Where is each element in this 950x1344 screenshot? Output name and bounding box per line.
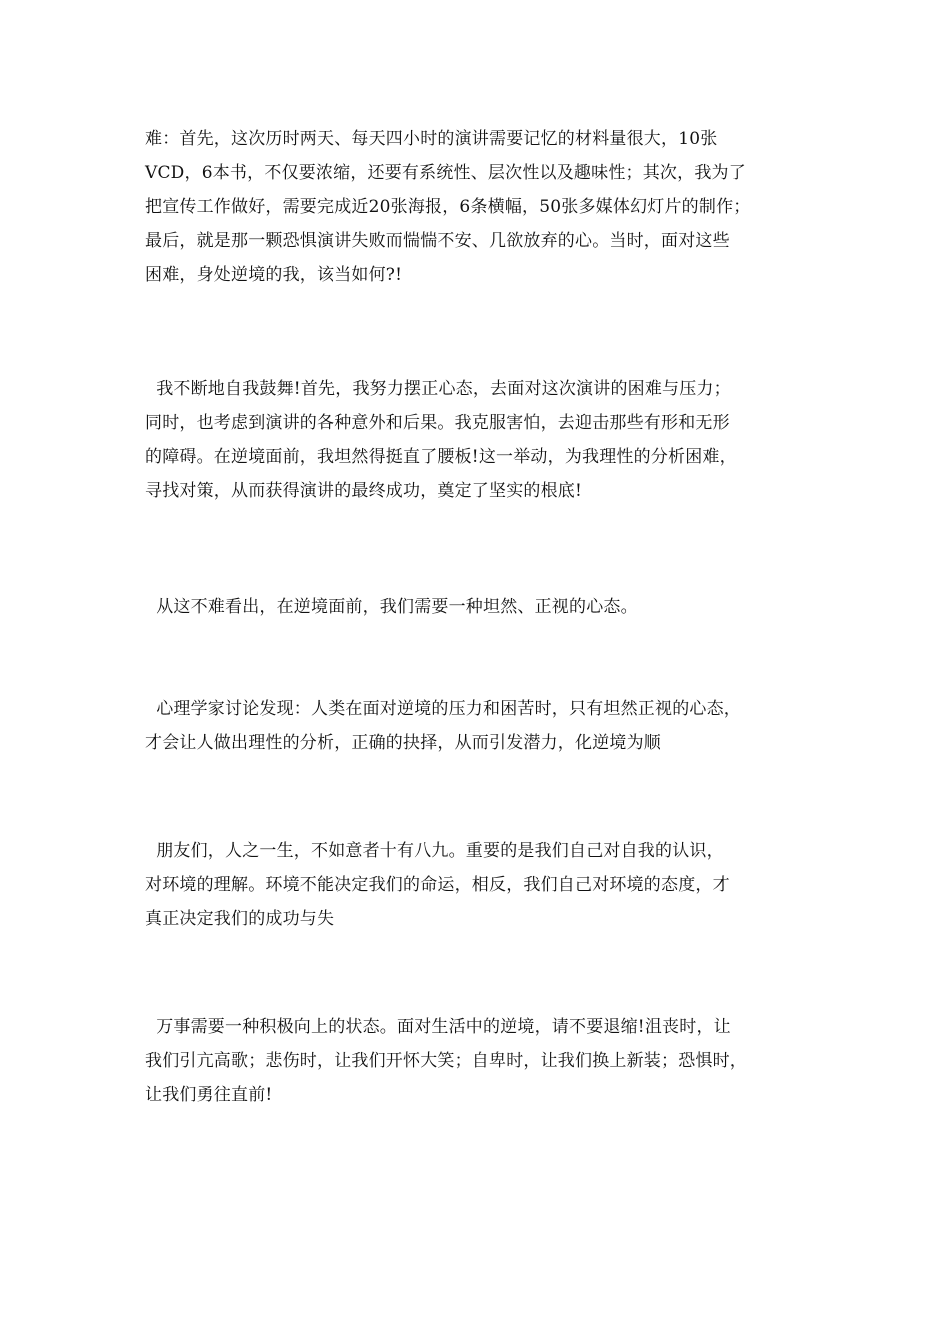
text-line: 万事需要一种积极向上的状态。面对生活中的逆境，请不要退缩!沮丧时，让 (145, 1017, 731, 1037)
text-line: VCD，6本书，不仅要浓缩，还要有系统性、层次性以及趣味性；其次，我为了 (145, 163, 746, 183)
text-line: 让我们勇往直前! (145, 1085, 273, 1105)
text-line: 我不断地自我鼓舞!首先，我努力摆正心态，去面对这次演讲的困难与压力； (145, 379, 731, 399)
text-line: 同时，也考虑到演讲的各种意外和后果。我克服害怕，去迎击那些有形和无形 (145, 413, 730, 433)
text-line: 我们引亢高歌；悲伤时，让我们开怀大笑；自卑时，让我们换上新装；恐惧时， (145, 1051, 747, 1071)
text-line: 的障碍。在逆境面前，我坦然得挺直了腰板!这一举动，为我理性的分析困难， (145, 447, 737, 467)
text-line: 把宣传工作做好，需要完成近20张海报，6条横幅，50张多媒体幻灯片的制作； (145, 197, 751, 217)
text-line: 从这不难看出，在逆境面前，我们需要一种坦然、正视的心态。 (145, 597, 638, 617)
paragraph-1 (145, 122, 817, 292)
text-line: 对环境的理解。环境不能决定我们的命运，相反，我们自己对环境的态度，才 (145, 875, 730, 895)
text-line: 困难，身处逆境的我，该当如何?! (145, 265, 403, 285)
paragraph-4 (145, 692, 817, 760)
text-line: 最后，就是那一颗恐惧演讲失败而惴惴不安、几欲放弃的心。当时，面对这些 (145, 231, 730, 251)
text-line: 朋友们，人之一生，不如意者十有八九。重要的是我们自己对自我的认识， (145, 841, 724, 861)
text-line: 寻找对策，从而获得演讲的最终成功，奠定了坚实的根底! (145, 481, 583, 501)
text-line: 才会让人做出理性的分析，正确的抉择，从而引发潜力，化逆境为顺 (145, 733, 661, 753)
paragraph-6 (145, 1010, 817, 1112)
paragraph-2 (145, 372, 817, 508)
text-line: 真正决定我们的成功与失 (145, 909, 335, 929)
text-line: 心理学家讨论发现：人类在面对逆境的压力和困苦时，只有坦然正视的心态， (145, 699, 742, 719)
paragraph-3 (145, 590, 817, 624)
paragraph-5 (145, 834, 817, 936)
text-line: 难：首先，这次历时两天、每天四小时的演讲需要记忆的材料量很大，10张 (145, 129, 718, 149)
